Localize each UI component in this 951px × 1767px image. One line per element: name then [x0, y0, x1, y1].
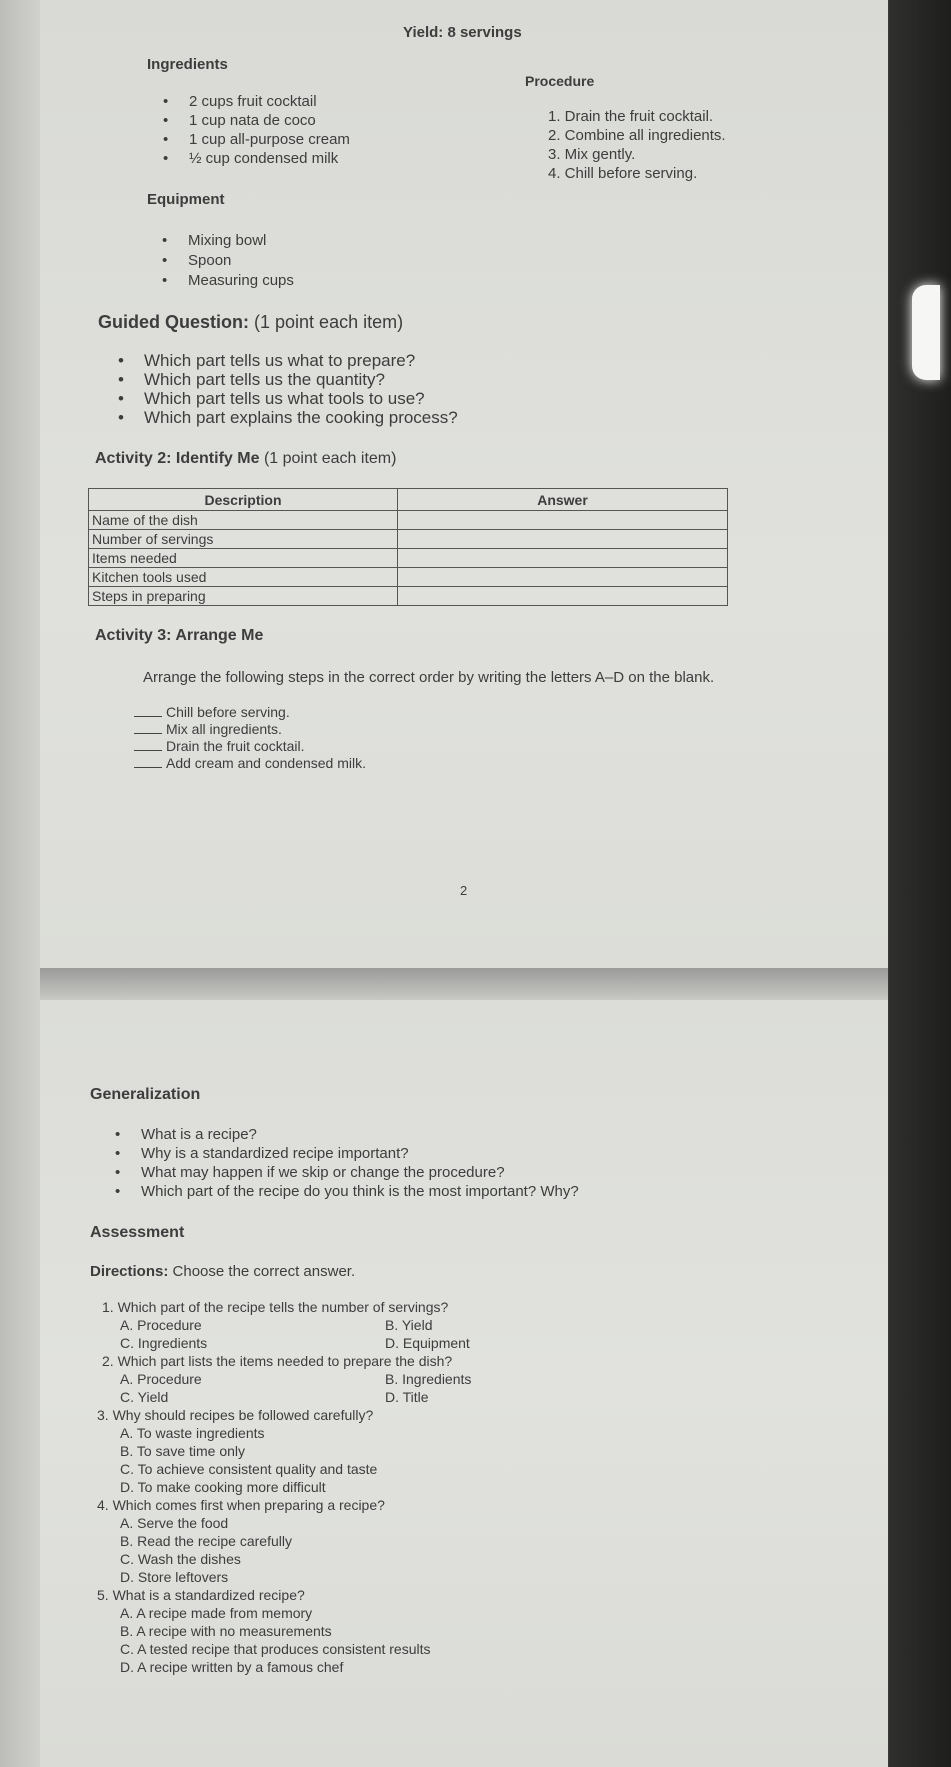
activity2-title: Activity 2: Identify Me [95, 450, 260, 467]
option-5b[interactable]: B. A recipe with no measurements [120, 1623, 332, 1639]
question-5: 5. What is a standardized recipe? [97, 1587, 305, 1603]
table-row [89, 568, 728, 587]
option-4b[interactable]: B. Read the recipe carefully [120, 1533, 292, 1549]
ingredient-item: • ½ cup condensed milk [189, 149, 350, 168]
guided-questions-list [144, 351, 458, 427]
generalization-item: • Which part of the recipe do you think is the most important? Why? [141, 1182, 579, 1201]
option-1d[interactable]: D. Equipment [385, 1335, 470, 1351]
option-3d[interactable]: D. To make cooking more difficult [120, 1479, 326, 1495]
guided-question-item: • Which part tells us what to prepare? [144, 351, 458, 370]
question-4: 4. Which comes first when preparing a recipe? [97, 1497, 385, 1513]
activity2-points: (1 point each item) [263, 450, 397, 467]
directions-label: Directions: [90, 1263, 169, 1280]
equipment-heading: Equipment [147, 191, 225, 208]
guided-question-points: (1 point each item) [254, 312, 404, 332]
left-page-edge [0, 0, 40, 1767]
option-1a[interactable]: A. Procedure [120, 1317, 202, 1333]
guided-question-item: • Which part tells us what tools to use? [144, 389, 458, 408]
ingredients-list [189, 92, 350, 168]
option-2b[interactable]: B. Ingredients [385, 1371, 472, 1387]
light-glare [912, 285, 940, 380]
table-header-answer: Answer [398, 489, 728, 511]
table-row [89, 549, 728, 568]
arrange-item-text: Mix all ingredients. [166, 721, 282, 737]
answer-blank[interactable] [134, 767, 162, 768]
page-number: 2 [460, 883, 468, 898]
arrange-list [134, 704, 366, 772]
answer-blank[interactable] [134, 733, 162, 734]
generalization-heading: Generalization [90, 1086, 201, 1103]
option-3c[interactable]: C. To achieve consistent quality and taste [120, 1461, 378, 1477]
guided-question-item: • Which part tells us the quantity? [144, 370, 458, 389]
worksheet-page-2 [40, 1000, 888, 1767]
answer-blank[interactable] [134, 716, 162, 717]
activity2-heading [95, 450, 396, 468]
table-cell-answer[interactable] [398, 549, 728, 568]
procedure-step: 4. Chill before serving. [548, 165, 698, 182]
table-cell-description: Kitchen tools used [89, 568, 398, 587]
procedure-step: 3. Mix gently. [548, 146, 636, 163]
question-3: 3. Why should recipes be followed carefully? [97, 1407, 374, 1423]
option-4a[interactable]: A. Serve the food [120, 1515, 229, 1531]
option-1c[interactable]: C. Ingredients [120, 1335, 208, 1351]
table-cell-description: Name of the dish [89, 511, 398, 530]
page-gap [40, 968, 888, 1000]
generalization-item: • What is a recipe? [141, 1125, 579, 1144]
arrange-item [134, 721, 366, 738]
table-cell-answer[interactable] [398, 587, 728, 606]
option-1b[interactable]: B. Yield [385, 1317, 433, 1333]
equipment-item: • Measuring cups [188, 271, 294, 291]
procedure-step: 1. Drain the fruit cocktail. [548, 108, 714, 125]
yield-text: Yield: 8 servings [403, 24, 522, 41]
table-row [89, 587, 728, 606]
option-5d[interactable]: D. A recipe written by a famous chef [120, 1659, 344, 1675]
arrange-item [134, 755, 366, 772]
procedure-step: 2. Combine all ingredients. [548, 127, 726, 144]
directions [90, 1263, 355, 1280]
option-5c[interactable]: C. A tested recipe that produces consistent results [120, 1641, 431, 1657]
table-cell-description: Items needed [89, 549, 398, 568]
directions-text: Choose the correct answer. [172, 1263, 356, 1280]
table-row [89, 530, 728, 549]
guided-question-heading [98, 312, 403, 333]
option-4d[interactable]: D. Store leftovers [120, 1569, 229, 1585]
option-3a[interactable]: A. To waste ingredients [120, 1425, 265, 1441]
guided-question-item: • Which part explains the cooking process? [144, 408, 458, 427]
guided-question-label: Guided Question: [98, 312, 249, 332]
option-4c[interactable]: C. Wash the dishes [120, 1551, 241, 1567]
activity3-heading: Activity 3: Arrange Me [95, 627, 264, 644]
procedure-list [548, 107, 726, 183]
ingredients-heading: Ingredients [147, 56, 228, 73]
assessment-heading: Assessment [90, 1224, 185, 1241]
arrange-item [134, 738, 366, 755]
generalization-list [141, 1125, 579, 1201]
equipment-list [188, 231, 294, 291]
answer-blank[interactable] [134, 750, 162, 751]
option-3b[interactable]: B. To save time only [120, 1443, 246, 1459]
procedure-heading: Procedure [525, 73, 595, 89]
option-2a[interactable]: A. Procedure [120, 1371, 202, 1387]
table-header-description: Description [89, 489, 398, 511]
ingredient-item: • 1 cup all-purpose cream [189, 130, 350, 149]
ingredient-item: • 2 cups fruit cocktail [189, 92, 350, 111]
generalization-item: • What may happen if we skip or change the procedure? [141, 1163, 579, 1182]
table-cell-answer[interactable] [398, 530, 728, 549]
question-2: 2. Which part lists the items needed to prepare the dish? [102, 1353, 453, 1369]
table-cell-answer[interactable] [398, 568, 728, 587]
arrange-item-text: Add cream and condensed milk. [166, 755, 366, 771]
equipment-item: • Spoon [188, 251, 294, 271]
table-header-row [89, 489, 728, 511]
ingredient-item: • 1 cup nata de coco [189, 111, 350, 130]
arrange-item-text: Chill before serving. [166, 704, 290, 720]
option-2c[interactable]: C. Yield [120, 1389, 169, 1405]
identify-me-table [88, 488, 728, 606]
activity3-instruction: Arrange the following steps in the correct order by writing the letters A–D on the blank. [143, 669, 715, 686]
table-cell-description: Steps in preparing [89, 587, 398, 606]
arrange-item [134, 704, 366, 721]
table-cell-description: Number of servings [89, 530, 398, 549]
worksheet-page-1 [40, 0, 888, 968]
question-1: 1. Which part of the recipe tells the number of servings? [102, 1299, 449, 1315]
table-row [89, 511, 728, 530]
right-shadow-edge [889, 0, 951, 1767]
option-5a[interactable]: A. A recipe made from memory [120, 1605, 313, 1621]
equipment-item: • Mixing bowl [188, 231, 294, 251]
option-2d[interactable]: D. Title [385, 1389, 429, 1405]
arrange-item-text: Drain the fruit cocktail. [166, 738, 305, 754]
table-cell-answer[interactable] [398, 511, 728, 530]
generalization-item: • Why is a standardized recipe important? [141, 1144, 579, 1163]
